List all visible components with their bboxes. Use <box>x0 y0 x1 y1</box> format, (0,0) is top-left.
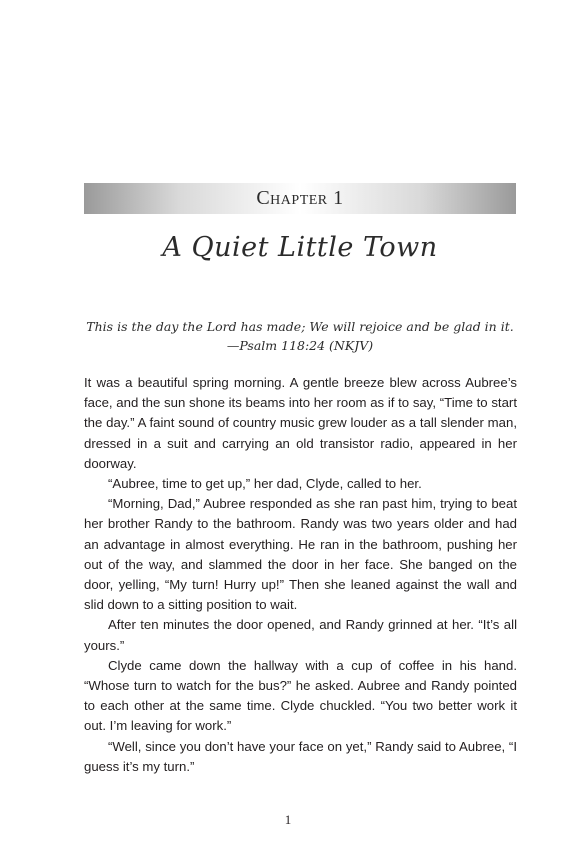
epigraph-quote: This is the day the Lord has made; We will rejoice and be glad in it. <box>86 319 514 334</box>
body-text <box>84 373 517 777</box>
chapter-heading-bar <box>84 183 516 214</box>
paragraph: It was a beautiful spring morning. A gentle breeze blew across Aubree’s face, and the sun shone its beams into her room as if to say, “Time to start the day.” A faint sound of country music grew louder as a tall slender man, dressed in a suit and carrying an old transistor radio, appeared in her doorway. <box>84 375 517 471</box>
paragraph: “Aubree, time to get up,” her dad, Clyde, called to her. <box>108 476 422 492</box>
epigraph-citation: —Psalm 118:24 (NKJV) <box>226 338 374 353</box>
page-number: 1 <box>284 812 292 827</box>
paragraph: “Morning, Dad,” Aubree responded as she ran past him, trying to beat her brother Randy to the bathroom. Randy was two years older and had an advantage in almost everything. He ran in the bathroom, pushing her out of the way, and slammed the door in her face. She banged on the door, yelling, “My turn! Hurry up!” Then she leaned against the wall and slid down to a sitting position to wait. <box>84 496 517 613</box>
chapter-title: A Quiet Little Town <box>162 232 438 263</box>
epigraph <box>84 317 516 355</box>
paragraph: “Well, since you don’t have your face on yet,” Randy said to Aubree, “I guess it’s my turn.” <box>84 738 517 774</box>
chapter-label: Chapter 1 <box>256 187 344 209</box>
paragraph: Clyde came down the hallway with a cup of coffee in his hand. “Whose turn to watch for the bus?” he asked. Aubree and Randy pointed to each other at the same time. Clyde chuckled. “You two better work it out. I’m leaving for work.” <box>84 657 517 734</box>
paragraph: After ten minutes the door opened, and Randy grinned at her. “It’s all yours.” <box>84 617 517 653</box>
